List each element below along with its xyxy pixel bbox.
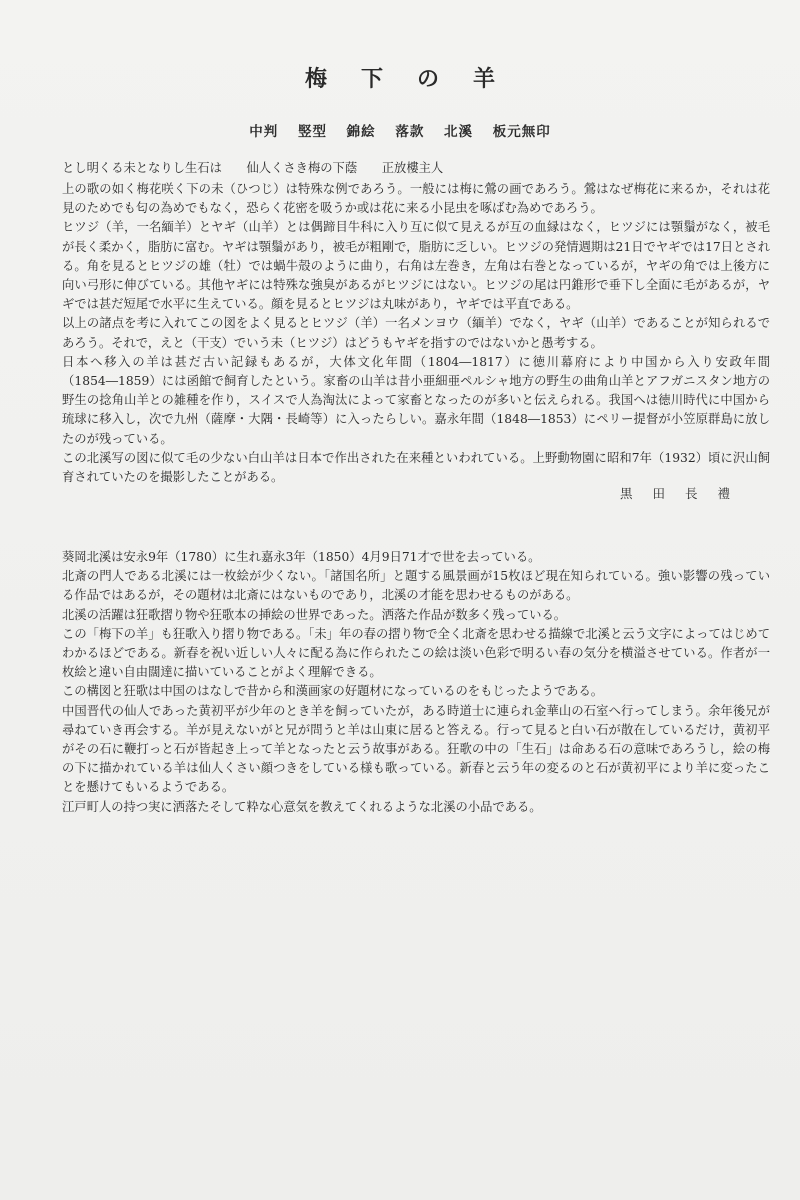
paragraph: この構図と狂歌は中国のはなしで昔から和漢画家の好題材になっているのをもじったようである。 bbox=[62, 684, 604, 699]
paragraph: 北斎の門人である北溪には一枚絵が少くない。「諸国名所」と題する風景画が15枚ほど現在知られている。強い影響の残っている作品ではあるが，その題材は北斎にはないものであり，北溪の才能を思わせるものがある。 bbox=[62, 569, 770, 603]
commentary-section-2 bbox=[62, 548, 770, 817]
paragraph: 中国晋代の仙人であった黄初平が少年のとき羊を飼っていたが，ある時道士に連られ金華山の石室へ行ってしまう。余年後兄が尋ねていき再会する。羊が見えないがと兄が問うと羊は山東に居ると答える。行って見ると白い石が散在しているだけ，黄初平がその石に鞭打っと石が皆起き上って羊となったと云う故事がある。狂歌の中の「生石」は命ある石の意味であろうし，絵の梅の下に描かれている羊は仙人くさい顔つきをしている様も歌っている。新春と云う年の変るのと石が黄初平により羊に変ったことを懸けてもいるようである。 bbox=[62, 703, 770, 795]
page-title: 梅下の羊 bbox=[304, 66, 529, 92]
page-subtitle: 中判 竪型 錦絵 落款 北溪 板元無印 bbox=[249, 124, 551, 140]
paragraph: 北溪の活躍は狂歌摺り物や狂歌本の挿絵の世界であった。洒落た作品が数多く残っている。 bbox=[62, 607, 567, 622]
paragraph: この「梅下の羊」も狂歌入り摺り物である。「未」年の春の摺り物で全く北斎を思わせる描線で北溪と云う文字によってはじめてわかるほどである。新春を祝い近しい人々に配る為に作られたこの絵は淡い色彩で明るい春の気分を横溢させている。作者が一枚絵と違い自由闊達に描いていることがよく理解できる。 bbox=[62, 626, 770, 680]
paragraph: ヒツジ（羊，一名緬羊）とヤギ（山羊）とは偶蹄目牛科に入り互に似て見えるが互の血縁はなく，ヒツジには顎鬚がなく，被毛が長く柔かく，脂肪に富む。ヤギは顎鬚があり，被毛が粗剛で，脂肪に乏しい。ヒツジの発情週期は21日でヤギでは17日とされる。角を見るとヒツジの雄（牡）では蝸牛殻のように曲り，右角は左巻き，左角は右巻となっているが，ヤギの角では上後方に向い弓形に伸びている。其他ヤギには特殊な強臭があるがヒツジにはない。ヒツジの尾は円錐形で垂下し全面に毛があるが，ヤギでは甚だ短尾で水平に生えている。顔を見るとヒツジは丸味があり，ヤギでは平直である。 bbox=[62, 220, 770, 312]
author-signature: 黒田長禮 bbox=[620, 486, 751, 501]
commentary-section-1 bbox=[62, 180, 770, 487]
paragraph: 葵岡北溪は安永9年（1780）に生れ嘉永3年（1850）4月9日71才で世を去っている。 bbox=[62, 550, 541, 564]
paragraph: 以上の諸点を考に入れてこの図をよく見るとヒツジ（羊）一名メンヨウ（緬羊）でなく，ヤギ（山羊）であることが知られるであろう。それで，えと（干支）でいう未（ヒツジ）はどうもヤギを指すのではないかと愚考する。 bbox=[62, 316, 770, 350]
paragraph: この北溪写の図に似て毛の少ない白山羊は日本で作出された在来種といわれている。上野動物園に昭和7年（1932）頃に沢山飼育されていたのを撮影したことがある。 bbox=[62, 450, 770, 485]
paragraph: 上の歌の如く梅花咲く下の未（ひつじ）は特殊な例であろう。一般には梅に鶯の画であろう。鶯はなぜ梅花に来るか，それは花見のためでも匂の為めでもなく，恐らく花密を吸うか或は花に来る小昆虫を啄ばむ為めであろう。 bbox=[62, 182, 770, 216]
paragraph: 江戸町人の持つ実に洒落たそして粋な心意気を教えてくれるような北溪の小品である。 bbox=[62, 799, 542, 814]
paragraph: 日本へ移入の羊は甚だ古い記録もあるが，大体文化年間（1804―1817）に徳川幕府により中国から入り安政年間（1854―1859）には函館で飼育したという。家畜の山羊は昔小亜細亜ペルシャ地方の野生の曲角山羊とアフガニスタン地方の野生の捻角山羊との雑種を作り，スイスで人為淘汰によって家畜となったのが多いと伝えられる。我国へは徳川時代に中国から琉球に移入し，次で九州（薩摩・大隅・長崎等）に入ったらしい。嘉永年間（1848―1853）にペリー提督が小笠原群島に放したのが残っている。 bbox=[62, 354, 770, 446]
kyoka-poem: とし明くる未となりし生石は 仙人くさき梅の下蔭 正放樓主人 bbox=[62, 161, 444, 175]
